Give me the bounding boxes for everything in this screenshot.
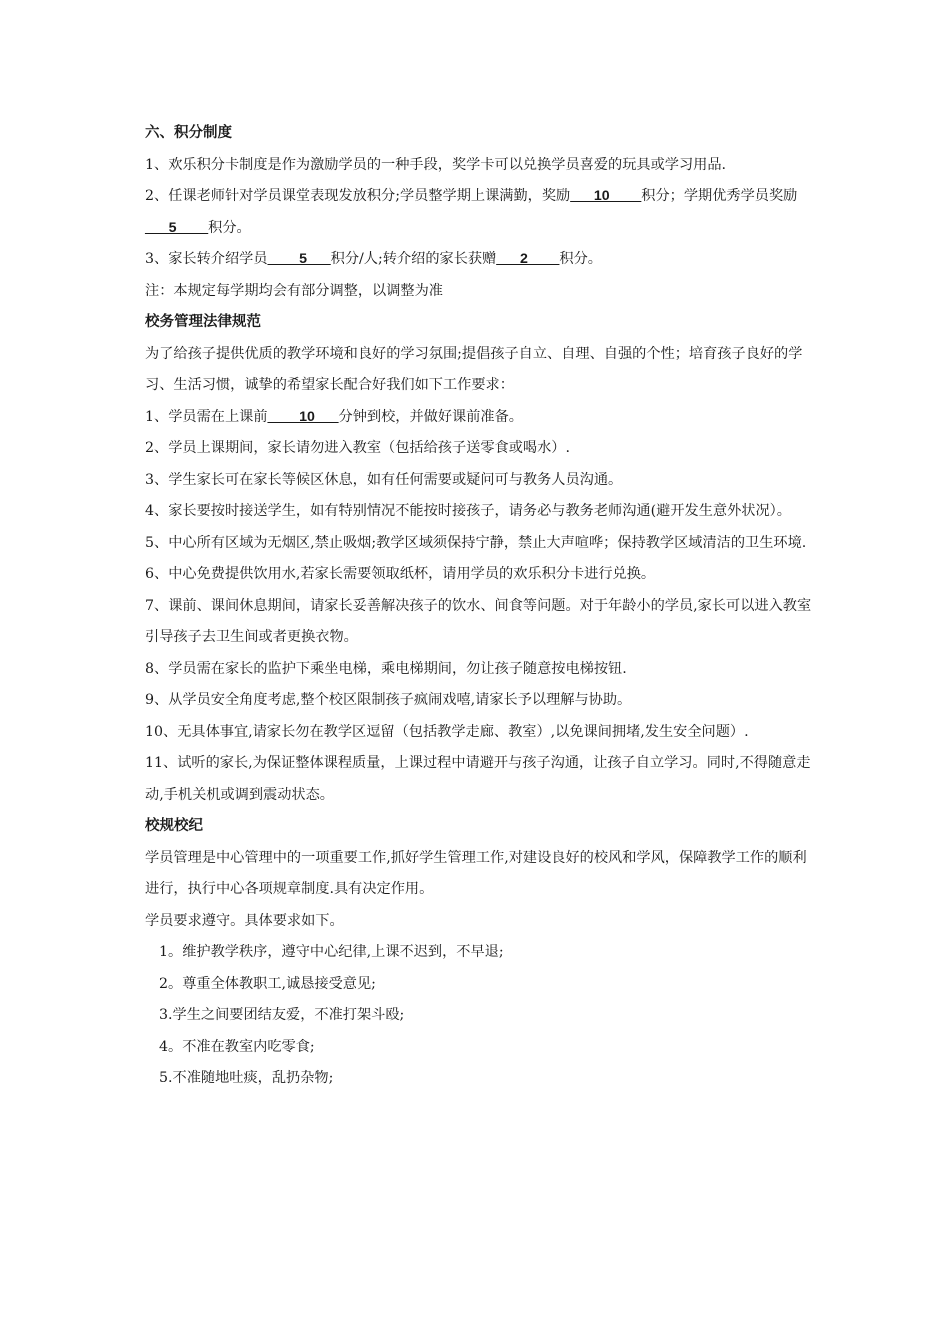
rules-item-2: 2。尊重全体教职工,诚恳接受意见; bbox=[159, 975, 376, 992]
points-item-3: 3、家长转介绍学员____5___积分/人;转介绍的家长获赠___2____积分。 bbox=[145, 251, 602, 267]
points-item-1: 1、欢乐积分卡制度是作为激励学员的一种手段，奖学卡可以兑换学员喜爱的玩具或学习用品. bbox=[145, 156, 727, 173]
points-note: 注：本规定每学期均会有部分调整，以调整为准 bbox=[145, 282, 443, 299]
section-title-school-rules: 校规校纪 bbox=[145, 818, 203, 834]
section-title-school-affairs: 校务管理法律规范 bbox=[145, 314, 261, 330]
rules-item-4: 4。不准在教室内吃零食; bbox=[159, 1038, 315, 1055]
blank-referrer-gift: ___2____ bbox=[496, 251, 560, 267]
affairs-item-2: 2、学员上课期间，家长请勿进入教室（包括给孩子送零食或喝水）. bbox=[145, 440, 570, 456]
blank-referral-points: ____5___ bbox=[267, 251, 331, 267]
affairs-item-10: 10、无具体事宜,请家长勿在教学区逗留（包括教学走廊、教室）,以免课间拥堵,发生安全问题）. bbox=[145, 723, 749, 740]
rules-item-5: 5.不准随地吐痰，乱扔杂物; bbox=[159, 1070, 334, 1086]
affairs-intro: 为了给孩子提供优质的教学环境和良好的学习氛围;提倡孩子自立、自理、自强的个性；培育孩子良好的学习、生活习惯，诚挚的希望家长配合好我们如下工作要求： bbox=[145, 345, 803, 393]
affairs-item-4: 4、家长要按时接送学生，如有特别情况不能按时接孩子，请务必与教务老师沟通(避开发生意外状况）。 bbox=[145, 503, 791, 519]
rules-requirement: 学员要求遵守。具体要求如下。 bbox=[145, 912, 344, 929]
affairs-item-6: 6、中心免费提供饮用水,若家长需要领取纸杯，请用学员的欢乐积分卡进行兑换。 bbox=[145, 566, 656, 582]
affairs-item-9: 9、从学员安全角度考虑,整个校区限制孩子疯闹戏嘻,请家长予以理解与协助。 bbox=[145, 692, 632, 708]
blank-excellent-student: ___5____ bbox=[145, 219, 209, 236]
rules-intro: 学员管理是中心管理中的一项重要工作,抓好学生管理工作,对建设良好的校风和学风，保障教学工作的顺利进行，执行中心各项规章制度.具有决定作用。 bbox=[145, 849, 807, 897]
points-item-2: 2、任课老师针对学员课堂表现发放积分;学员整学期上课满勤，奖励___10____积分；学期优秀学员奖励___5____积分。 bbox=[145, 188, 798, 236]
affairs-item-11: 11、试听的家长,为保证整体课程质量，上课过程中请避开与孩子沟通，让孩子自立学习。同时,不得随意走动,手机关机或调到震动状态。 bbox=[145, 755, 811, 803]
blank-full-attendance: ___10____ bbox=[570, 188, 642, 204]
section-title-points: 六、积分制度 bbox=[145, 125, 232, 141]
rules-item-1: 1。维护教学秩序，遵守中心纪律,上课不迟到，不早退; bbox=[159, 944, 504, 960]
affairs-item-5: 5、中心所有区域为无烟区,禁止吸烟;教学区域须保持宁静，禁止大声喧哗；保持教学区域清洁的卫生环境. bbox=[145, 534, 807, 551]
affairs-item-3: 3、学生家长可在家长等候区休息，如有任何需要或疑问可与教务人员沟通。 bbox=[145, 471, 623, 488]
blank-minutes-early: ____10___ bbox=[267, 408, 339, 425]
affairs-item-7: 7、课前、课间休息期间，请家长妥善解决孩子的饮水、间食等问题。对于年龄小的学员,家长可以进入教室引导孩子去卫生间或者更换衣物。 bbox=[145, 597, 812, 645]
rules-item-3: 3.学生之间要团结友爱，不准打架斗殴; bbox=[159, 1007, 405, 1023]
document-page bbox=[145, 118, 815, 1095]
affairs-item-8: 8、学员需在家长的监护下乘坐电梯，乘电梯期间，勿让孩子随意按电梯按钮. bbox=[145, 660, 627, 677]
affairs-item-1: 1、学员需在上课前____10___分钟到校，并做好课前准备。 bbox=[145, 408, 523, 425]
